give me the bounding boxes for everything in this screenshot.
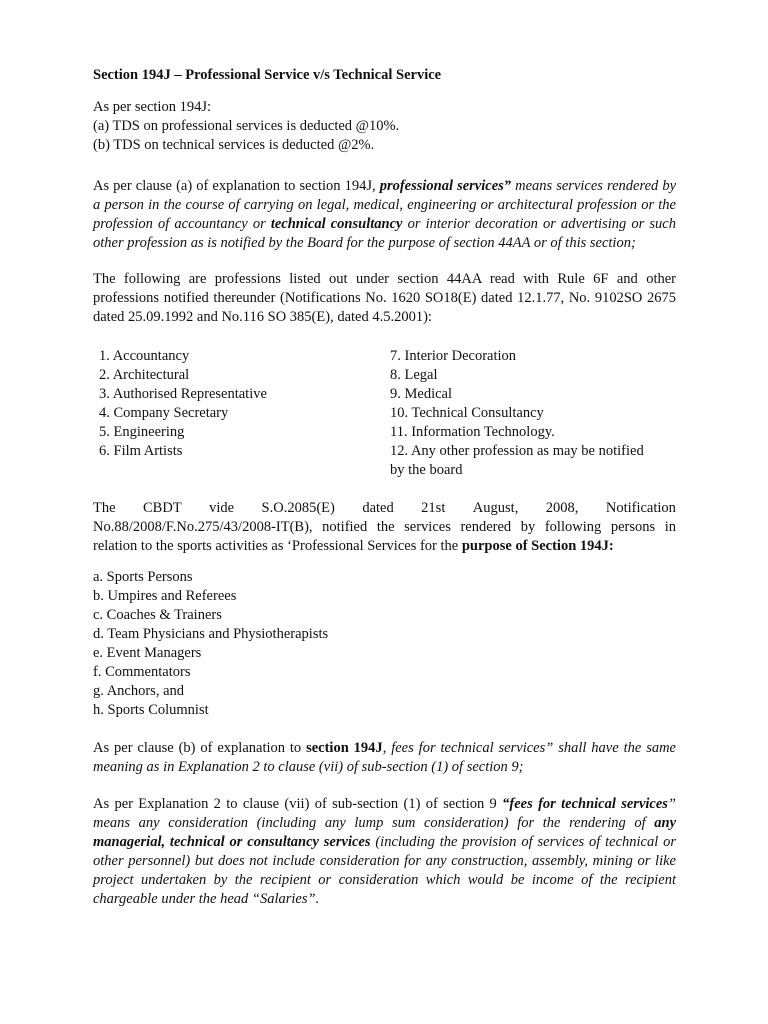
list-item: e. Event Managers [93, 645, 202, 661]
list-item: a. Sports Persons [93, 569, 193, 585]
page-title: Section 194J – Professional Service v/s Technical Service [93, 67, 442, 83]
professions-intro-paragraph: The following are professions listed out under section 44AA read with Rule 6F and other professions notified thereunder (Notifications No. 1620 SO18(E) dated 12.1.77, No. 9102SO 2675 dated 25.09.1992 and No.116 SO 385(E), dated 4.5.2001): [93, 271, 676, 325]
word: Notification [605, 500, 676, 516]
explanation-text: (including the provision of services of technical or other personnel) but does not include consideration for any construction, assembly, mining or like project undertaken by the recipient or consideration which would be income of the recipient chargeable under the head “Salaries”. [93, 834, 676, 907]
clause-a-text: means services rendered by a person in the course of carrying on legal, medical, engineering or architectural profession or the profession of accountancy or [93, 178, 677, 232]
cbdt-rest: No.88/2008/F.No.275/43/2008-IT(B), notified the services rendered by following persons in relation to the sports activities as ‘Professional Services for the [93, 519, 676, 554]
explanation-emphasis: “fees for technical services [502, 796, 668, 812]
clause-a-text: or interior decoration or advertising or such other profession as is notified by the Board for the purpose of section 44AA or of this section; [93, 216, 676, 251]
clause-b-emphasis: section 194J [306, 740, 383, 756]
list-item: g. Anchors, and [93, 683, 185, 699]
word: 21st [421, 500, 446, 516]
list-item: h. Sports Columnist [93, 702, 209, 718]
list-item: 12. Any other profession as may be notified [390, 443, 644, 459]
list-item: by the board [390, 462, 463, 478]
list-item: 6. Film Artists [99, 443, 183, 459]
list-item: c. Coaches & Trainers [93, 607, 222, 623]
clause-b-text: , fees for technical services” shall have the same meaning as in Explanation 2 to clause (vii) of sub-section (1) of section 9; [93, 740, 676, 775]
explanation-emphasis: any managerial, technical or consultancy services [93, 815, 676, 850]
word: vide [209, 500, 235, 516]
word: S.O.2085(E) [261, 500, 335, 516]
list-item: 4. Company Secretary [99, 405, 229, 421]
professions-list-right [390, 347, 680, 480]
word: August, [472, 500, 519, 516]
list-item: 1. Accountancy [99, 348, 190, 364]
cbdt-first-line [93, 499, 676, 518]
intro-line: (b) TDS on technical services is deducted @2%. [93, 137, 375, 153]
clause-b-text: As per clause (b) of explanation to [93, 740, 307, 756]
list-item: 7. Interior Decoration [390, 348, 517, 364]
clause-b-paragraph [93, 739, 676, 777]
word: The [93, 500, 116, 516]
explanation-text: ” means any consideration (including any lump sum consideration) for the rendering of [93, 796, 676, 831]
word: dated [362, 500, 394, 516]
list-item: 2. Architectural [99, 367, 190, 383]
list-item: f. Commentators [93, 664, 191, 680]
word: 2008, [545, 500, 579, 516]
list-item: 3. Authorised Representative [99, 386, 267, 402]
intro-line: (a) TDS on professional services is deducted @10%. [93, 118, 400, 134]
list-item: 11. Information Technology. [390, 424, 555, 440]
word: CBDT [143, 500, 182, 516]
cbdt-text [93, 518, 676, 556]
list-item: 10. Technical Consultancy [390, 405, 544, 421]
explanation-text: As per Explanation 2 to clause (vii) of sub-section (1) of section 9 [93, 796, 503, 812]
clause-a-emphasis: professional services” [379, 178, 512, 194]
list-item: 5. Engineering [99, 424, 185, 440]
list-item: 8. Legal [390, 367, 438, 383]
sports-list [93, 568, 493, 720]
clause-a-text: As per clause (a) of explanation to section 194J, [93, 178, 380, 194]
intro-line: As per section 194J: [93, 99, 211, 115]
list-item: b. Umpires and Referees [93, 588, 237, 604]
clause-a-paragraph [93, 177, 676, 253]
intro-paragraph [93, 98, 676, 155]
list-item: 9. Medical [390, 386, 453, 402]
professions-list-left [99, 347, 379, 461]
explanation-2-paragraph [93, 795, 676, 909]
cbdt-emphasis: purpose of Section 194J: [461, 538, 614, 554]
list-item: d. Team Physicians and Physiotherapists [93, 626, 329, 642]
cbdt-paragraph [93, 499, 676, 556]
clause-a-emphasis: technical consultancy [270, 216, 403, 232]
